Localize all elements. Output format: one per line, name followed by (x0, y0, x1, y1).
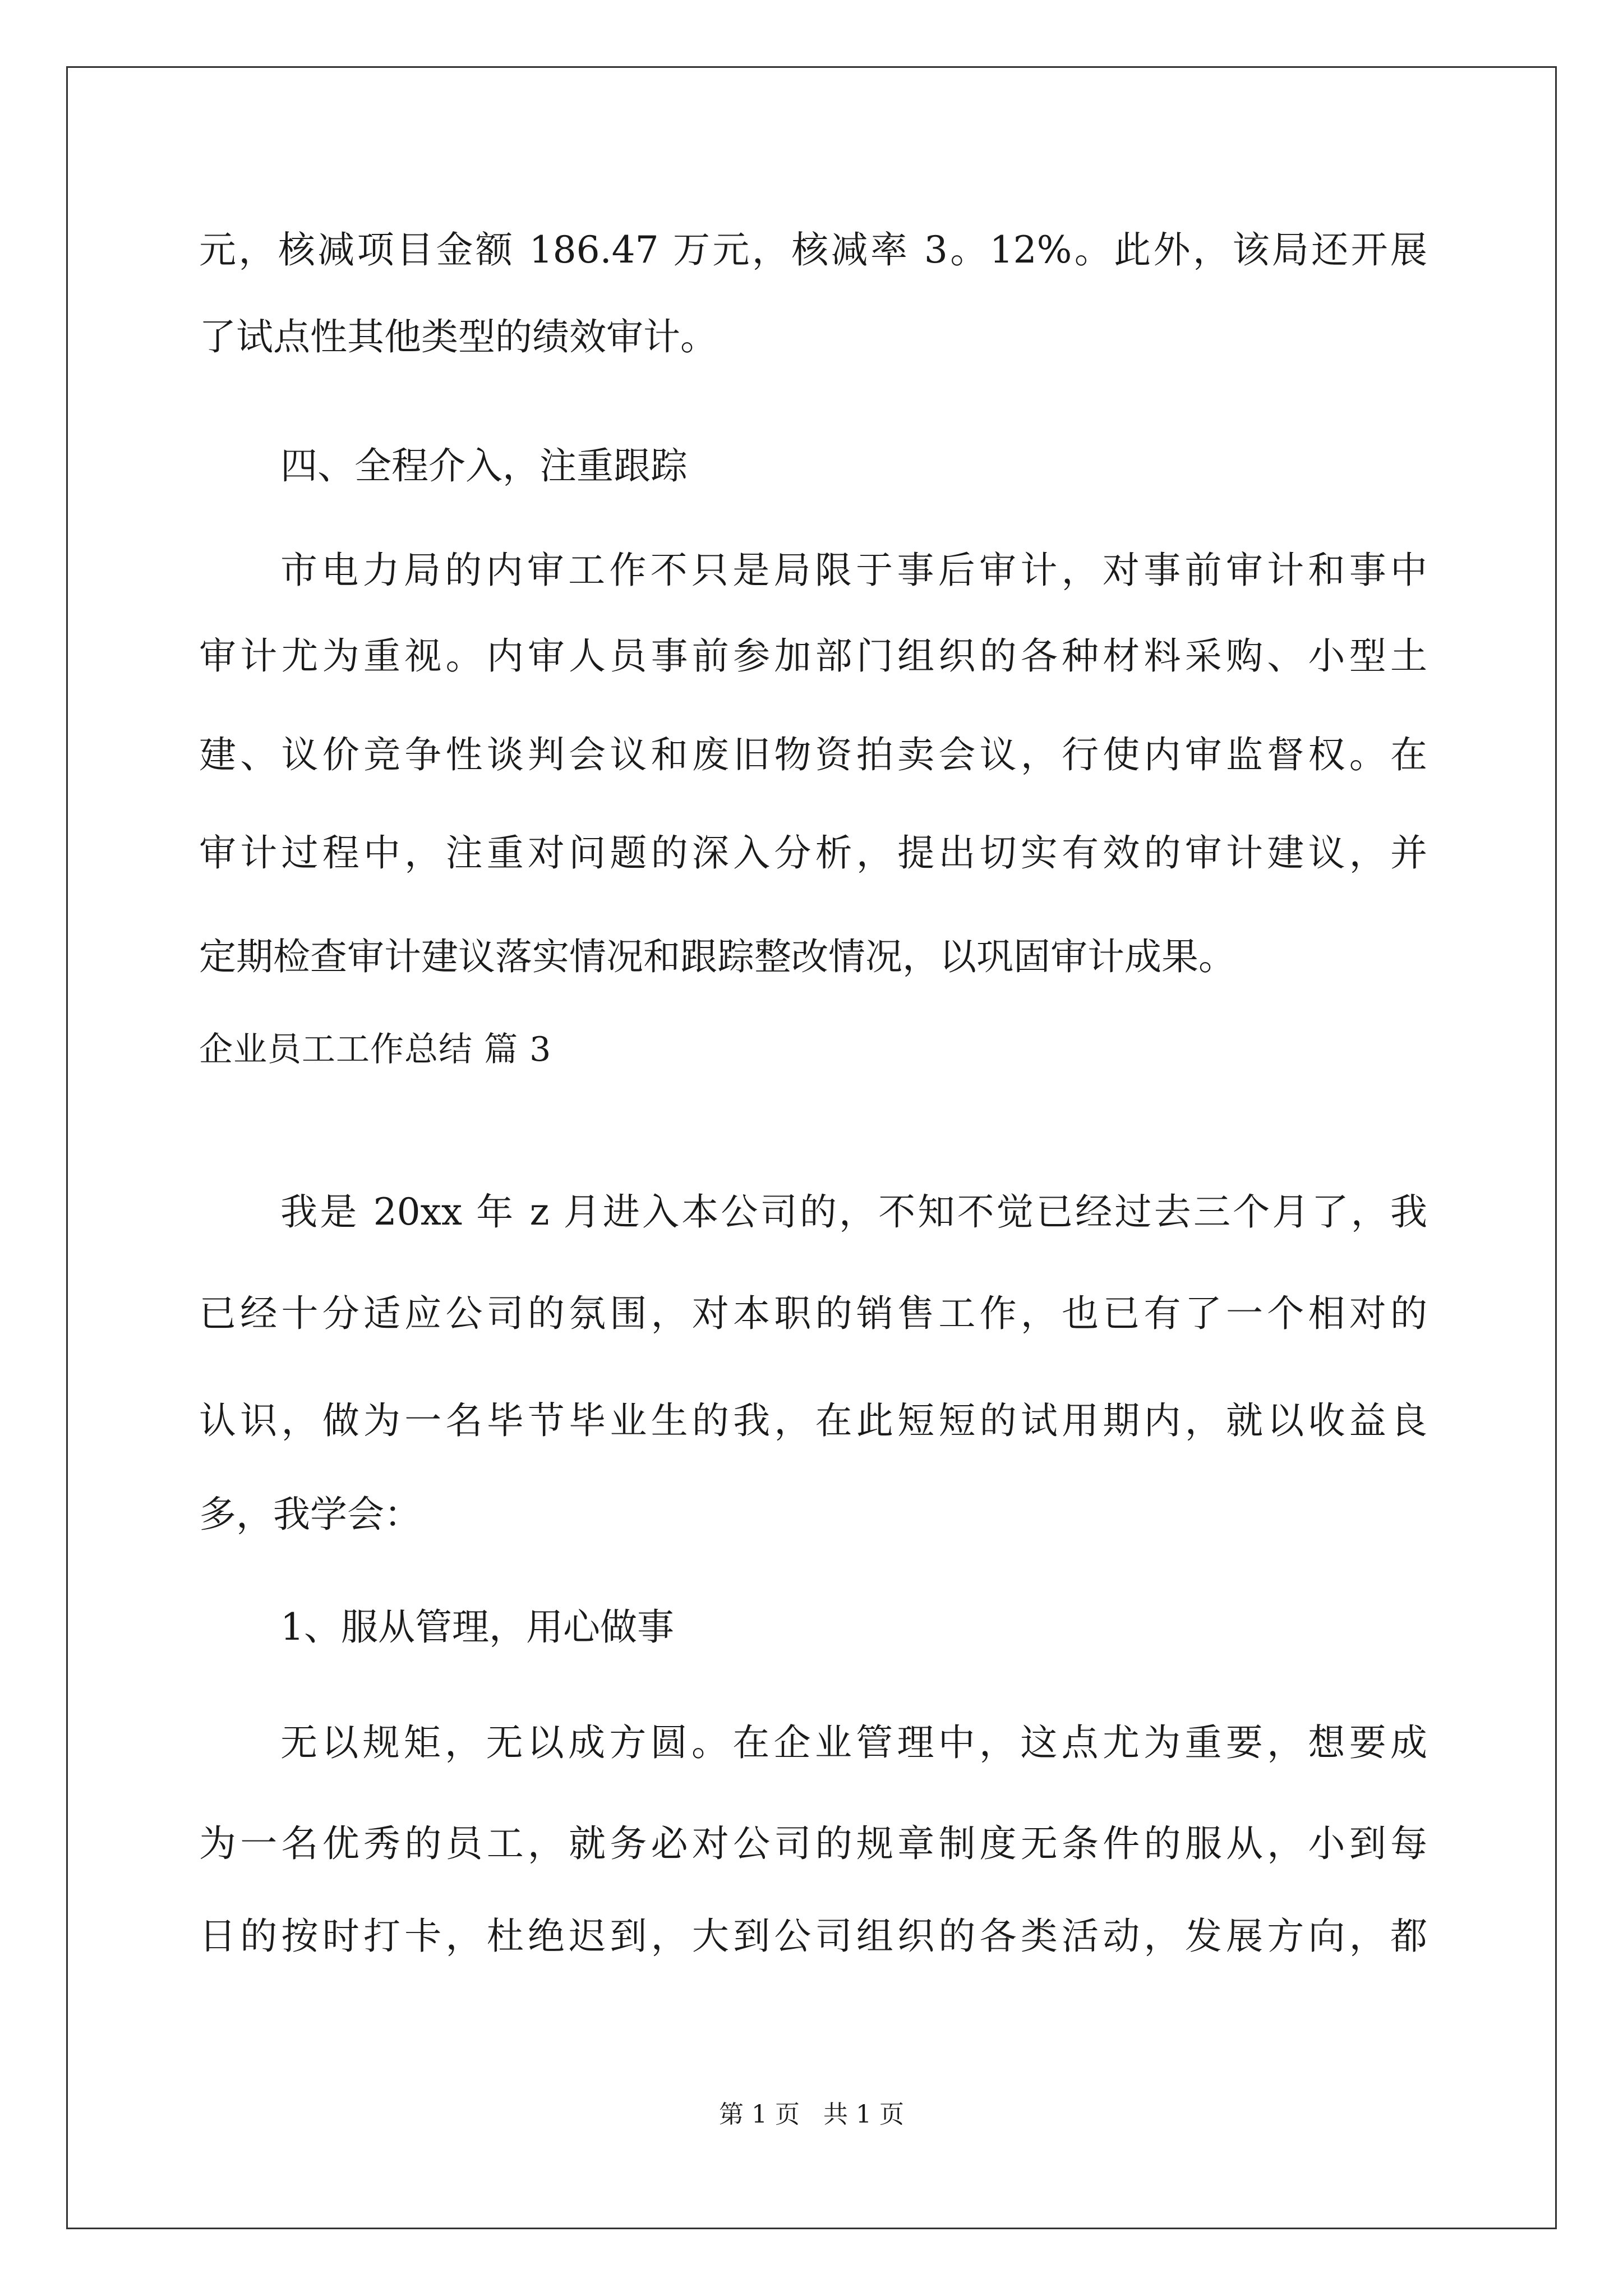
paragraph-line: 审计尤为重视。内审人员事前参加部门组织的各种材料采购、小型土 (199, 634, 1427, 678)
paragraph-line: 已经十分适应公司的氛围，对本职的销售工作，也已有了一个相对的 (199, 1292, 1427, 1335)
page-footer: 第 1 页 共 1 页 (719, 2100, 904, 2129)
paragraph-line: 定期检查审计建议落实情况和跟踪整改情况，以巩固审计成果。 (199, 935, 1235, 978)
paragraph-line: 认识，做为一名毕节毕业生的我，在此短短的试用期内，就以收益良 (199, 1399, 1427, 1442)
paragraph-line: 日的按时打卡，杜绝迟到，大到公司组织的各类活动，发展方向，都 (199, 1915, 1427, 1958)
paragraph-line: 审计过程中，注重对问题的深入分析，提出切实有效的审计建议，并 (199, 831, 1427, 875)
article-title: 企业员工工作总结 篇 3 (199, 1030, 552, 1069)
paragraph-line: 多，我学会： (199, 1493, 421, 1536)
paragraph-line: 建、议价竞争性谈判会议和废旧物资拍卖会议，行使内审监督权。在 (199, 733, 1427, 776)
paragraph-line: 为一名优秀的员工，就务必对公司的规章制度无条件的服从，小到每 (199, 1822, 1427, 1865)
paragraph-line: 无以规矩，无以成方圆。在企业管理中，这点尤为重要，想要成 (280, 1721, 1427, 1764)
paragraph-line: 元，核减项目金额 186.47 万元，核减率 3。12%。此外，该局还开展 (199, 228, 1427, 272)
paragraph-line: 市电力局的内审工作不只是局限于事后审计，对事前审计和事中 (280, 549, 1427, 592)
paragraph-line: 我是 20xx 年 z 月进入本公司的，不知不觉已经过去三个月了，我 (280, 1190, 1427, 1234)
section-heading: 四、全程介入，注重跟踪 (280, 444, 688, 487)
section-heading: 1、服从管理，用心做事 (280, 1605, 674, 1649)
paragraph-line: 了试点性其他类型的绩效审计。 (199, 315, 717, 358)
page-border (66, 66, 1557, 2229)
